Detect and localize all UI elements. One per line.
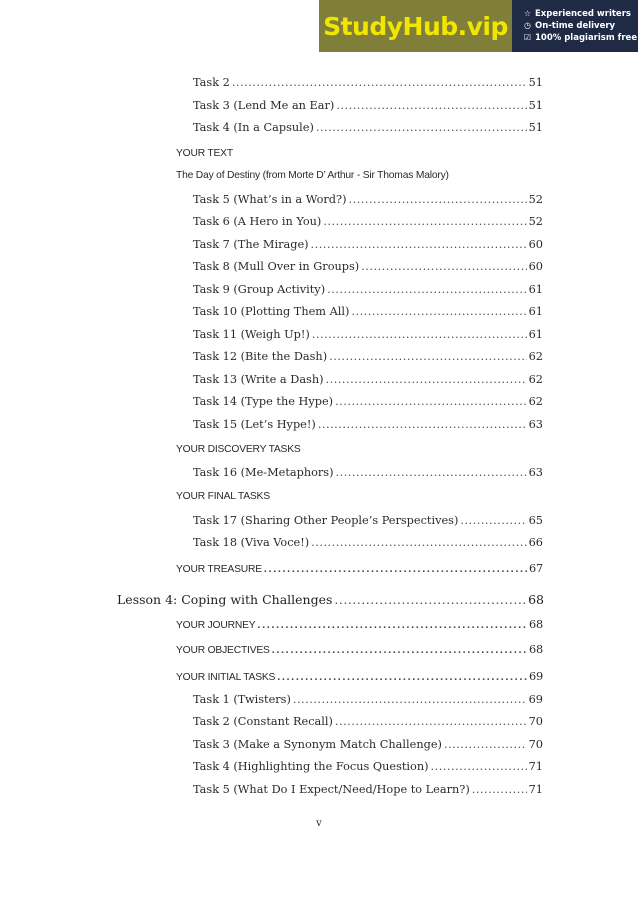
brand-name: StudyHub.vip (323, 11, 508, 41)
dot-leader (312, 328, 527, 341)
toc-entry-page: 62 (528, 350, 543, 363)
toc-entry (193, 418, 543, 431)
feature-item (522, 20, 638, 32)
toc-lesson-entry (117, 592, 544, 607)
toc-entry-page: 51 (528, 99, 543, 112)
toc-entry-page: 71 (528, 783, 543, 796)
toc-entry-label: Task 14 (Type the Hype) (193, 395, 334, 408)
toc-entry-page: 52 (528, 193, 543, 206)
toc-entry-page: 68 (529, 643, 543, 656)
toc-entry-page: 67 (529, 562, 543, 575)
toc-entry-page: 51 (528, 121, 543, 134)
dot-leader (272, 644, 527, 656)
toc-entry (193, 693, 543, 706)
toc-entry (193, 283, 543, 296)
toc-entry-label: Task 2 (Constant Recall) (193, 715, 333, 728)
toc-entry-label: Task 8 (Mull Over in Groups) (193, 260, 360, 273)
toc-entry-label: Task 7 (The Mirage) (193, 238, 309, 251)
dot-leader (311, 238, 527, 251)
dot-leader (334, 592, 526, 607)
toc-entry-label: Task 11 (Weigh Up!) (193, 328, 310, 341)
dot-leader (335, 395, 527, 408)
feature-label: 100% plagiarism free (535, 33, 638, 43)
toc-entry (193, 76, 543, 89)
toc-entry-label: Task 4 (In a Capsule) (193, 121, 314, 134)
toc-entry-label: Task 4 (Highlighting the Focus Question) (193, 760, 429, 773)
studyhub-banner[interactable] (319, 0, 638, 52)
toc-entry (193, 738, 543, 751)
feature-label: Experienced writers (535, 9, 631, 19)
toc-entry-page: 62 (528, 373, 543, 386)
brand-logo (319, 0, 512, 52)
toc-entry-label: YOUR JOURNEY (176, 620, 256, 631)
dot-leader (257, 619, 527, 631)
toc-entry-page: 61 (528, 328, 543, 341)
toc-entry (193, 536, 543, 549)
toc-entry (193, 328, 543, 341)
toc-entry-label: Task 5 (What Do I Expect/Need/Hope to Learn?) (193, 783, 470, 796)
toc-entry (193, 466, 543, 479)
dot-leader (351, 305, 526, 318)
dot-leader (327, 283, 527, 296)
star-icon: ☆ (523, 9, 532, 18)
dot-leader (336, 466, 527, 479)
toc-entry-label: Task 2 (193, 76, 230, 89)
toc-entry-label: Task 6 (A Hero in You) (193, 215, 322, 228)
toc-entry-label: Task 10 (Plotting Them All) (193, 305, 350, 318)
toc-entry-label: Task 3 (Lend Me an Ear) (193, 99, 335, 112)
feature-item (522, 32, 638, 44)
toc-entry-page: 62 (528, 395, 543, 408)
toc-entry-page: 65 (528, 514, 543, 527)
toc-entry-page: 60 (528, 260, 543, 273)
feature-label: On-time delivery (535, 21, 616, 31)
toc-entry-page: 63 (528, 418, 543, 431)
dot-leader (323, 215, 526, 228)
dot-leader (472, 783, 527, 796)
dot-leader (264, 563, 527, 575)
toc-entry-page: 60 (528, 238, 543, 251)
toc-entry-page: 68 (529, 618, 543, 631)
dot-leader (311, 536, 526, 549)
toc-section-entry (176, 670, 543, 683)
toc-entry (193, 760, 543, 773)
toc-entry-page: 70 (528, 715, 543, 728)
toc-entry (193, 305, 543, 318)
toc-entry-page: 51 (528, 76, 543, 89)
toc-entry (193, 121, 543, 134)
toc-text-title: The Day of Destiny (from Morte D’ Arthur - Sir Thomas Malory) (176, 170, 449, 181)
toc-entry-page: 66 (528, 536, 543, 549)
toc-entry (193, 260, 543, 273)
dot-leader (232, 76, 527, 89)
toc-section-entry (176, 562, 543, 575)
toc-entry (193, 373, 543, 386)
toc-entry (193, 395, 543, 408)
toc-entry-label: Task 12 (Bite the Dash) (193, 350, 328, 363)
toc-entry (193, 350, 543, 363)
dot-leader (361, 260, 526, 273)
toc-section-entry (176, 643, 543, 656)
toc-entry-page: 71 (528, 760, 543, 773)
feature-list (512, 0, 638, 52)
toc-entry-label: Task 13 (Write a Dash) (193, 373, 324, 386)
toc-entry-page: 52 (528, 215, 543, 228)
toc-entry-page: 61 (528, 305, 543, 318)
toc-entry (193, 238, 543, 251)
dot-leader (349, 193, 527, 206)
toc-entry (193, 193, 543, 206)
dot-leader (335, 715, 527, 728)
toc-entry-label: YOUR INITIAL TASKS (176, 672, 276, 683)
clock-icon: ◷ (524, 21, 531, 30)
dot-leader (316, 121, 527, 134)
toc-section-heading: YOUR DISCOVERY TASKS (176, 444, 301, 455)
toc-entry-label: Task 16 (Me-Metaphors) (193, 466, 334, 479)
dot-leader (336, 99, 526, 112)
dot-leader (460, 514, 526, 527)
toc-section-heading: YOUR FINAL TASKS (176, 491, 270, 502)
dot-leader (431, 760, 527, 773)
toc-entry-label: Task 17 (Sharing Other People’s Perspectives) (193, 514, 459, 527)
toc-entry-page: 61 (528, 283, 543, 296)
toc-entry-page: 68 (528, 592, 544, 607)
page-number: v (316, 818, 322, 829)
toc-entry-label: Task 5 (What’s in a Word?) (193, 193, 347, 206)
dot-leader (293, 693, 527, 706)
toc-entry (193, 215, 543, 228)
dot-leader (277, 671, 527, 683)
dot-leader (444, 738, 527, 751)
check-icon: ☑ (523, 33, 532, 42)
dot-leader (329, 350, 527, 363)
toc-entry-page: 69 (529, 670, 543, 683)
toc-entry-label: Task 15 (Let’s Hype!) (193, 418, 316, 431)
toc-entry-label: Task 9 (Group Activity) (193, 283, 326, 296)
toc-section-entry (176, 618, 543, 631)
toc-entry-label: YOUR TREASURE (176, 564, 262, 575)
toc-entry (193, 99, 543, 112)
toc-entry-label: Lesson 4: Coping with Challenges (117, 592, 333, 607)
toc-entry-label: Task 1 (Twisters) (193, 693, 291, 706)
toc-entry (193, 715, 543, 728)
toc-entry-label: Task 3 (Make a Synonym Match Challenge) (193, 738, 442, 751)
toc-entry-label: Task 18 (Viva Voce!) (193, 536, 310, 549)
toc-section-heading: YOUR TEXT (176, 148, 233, 159)
toc-entry (193, 514, 543, 527)
toc-entry-page: 70 (528, 738, 543, 751)
toc-entry-page: 63 (528, 466, 543, 479)
toc-entry-label: YOUR OBJECTIVES (176, 645, 270, 656)
dot-leader (326, 373, 527, 386)
feature-item (522, 8, 638, 20)
toc-entry (193, 783, 543, 796)
dot-leader (318, 418, 527, 431)
toc-entry-page: 69 (528, 693, 543, 706)
